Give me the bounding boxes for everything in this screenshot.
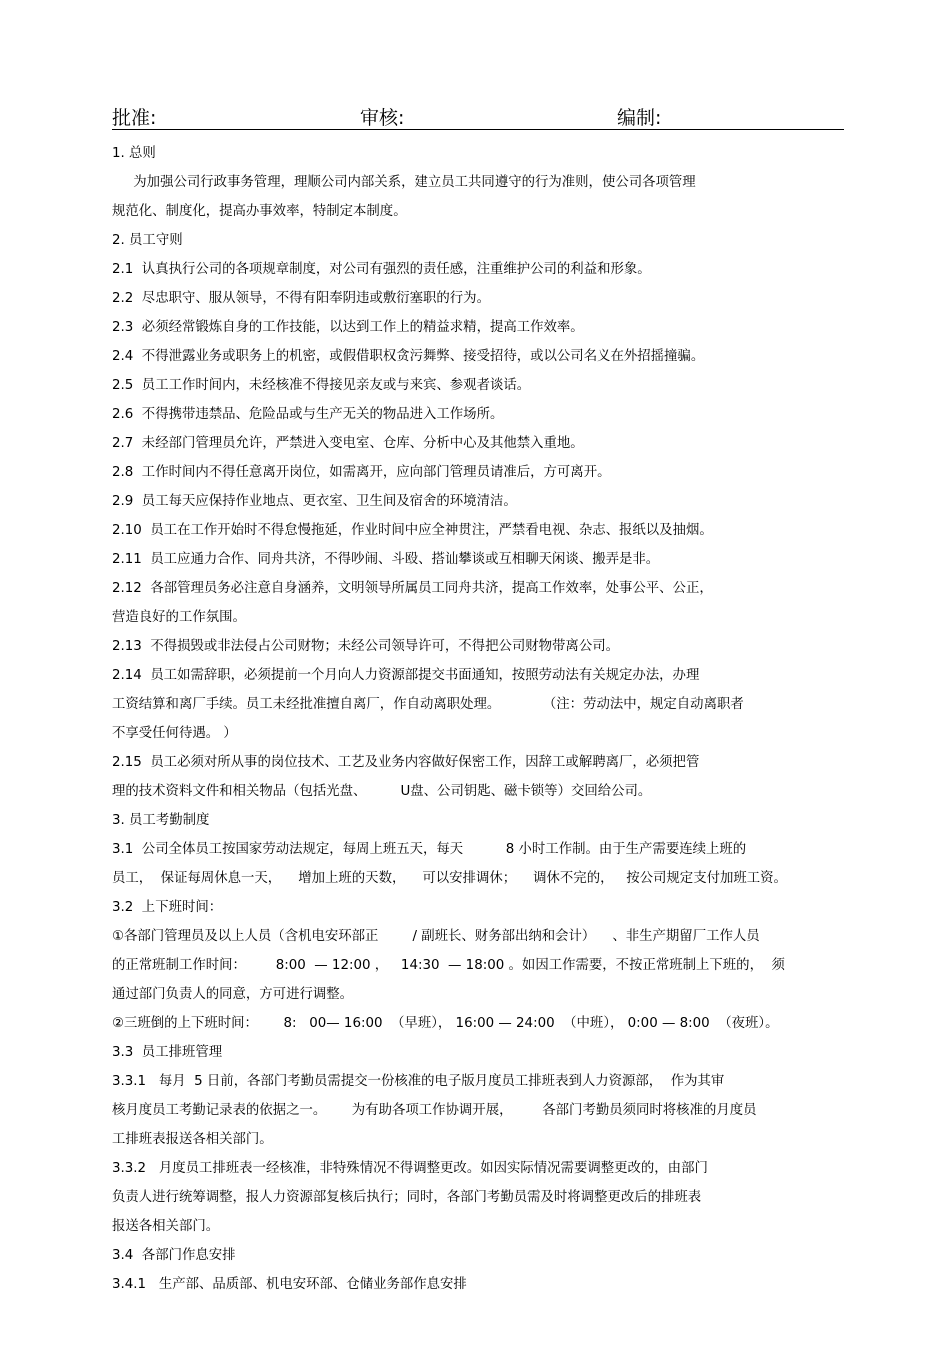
text-line: ②三班倒的上下班时间： 8: 00— 16:00 （早班）， 16:00 — 24:00 （中班）， 0:00 — 8:00 （夜班）。 [112, 1016, 779, 1031]
text-line: 3.3.1 每月 5 日前，各部门考勤员需提交一份核准的电子版月度员工排班表到人力资源部， 作为其审 [112, 1074, 725, 1089]
review-label: 审核: [360, 107, 405, 129]
text-line: 2.13 不得损毁或非法侵占公司财物；未经公司领导许可，不得把公司财物带离公司。 [112, 639, 619, 654]
document-body [112, 139, 842, 1299]
text-line: 2.2 尽忠职守、服从领导，不得有阳奉阴违或敷衍塞职的行为。 [112, 291, 490, 306]
text-line: 3.4.1 生产部、品质部、机电安环部、仓储业务部作息安排 [112, 1277, 467, 1292]
text-line: 2.6 不得携带违禁品、危险品或与生产无关的物品进入工作场所。 [112, 407, 504, 422]
text-line: 理的技术资料文件和相关物品（包括光盘、 U盘、公司钥匙、磁卡锁等）交回给公司。 [112, 784, 652, 799]
approve-label: 批准: [112, 107, 157, 129]
text-line: 通过部门负责人的同意，方可进行调整。 [112, 987, 354, 1002]
text-line: 报送各相关部门。 [112, 1219, 220, 1234]
text-line: 2.15 员工必须对所从事的岗位技术、工艺及业务内容做好保密工作，因辞工或解聘离厂，必须把管 [112, 755, 700, 770]
text-line: 2.12 各部管理员务必注意自身涵养，文明领导所属员工同舟共济，提高工作效率，处事公平、公正， [112, 581, 713, 596]
text-line: 2.8 工作时间内不得任意离开岗位，如需离开，应向部门管理员请准后，方可离开。 [112, 465, 611, 480]
signature-row [112, 107, 844, 130]
text-line: 2.1 认真执行公司的各项规章制度，对公司有强烈的责任感，注重维护公司的利益和形象。 [112, 262, 651, 277]
text-line: 工资结算和离厂手续。员工未经批准擅自离厂，作自动离职处理。 （注：劳动法中，规定自动离职者 [112, 697, 744, 712]
text-line: 为加强公司行政事务管理，理顺公司内部关系，建立员工共同遵守的行为准则，使公司各项管理 [112, 175, 696, 190]
text-line: 2.7 未经部门管理员允许，严禁进入变电室、仓库、分析中心及其他禁入重地。 [112, 436, 584, 451]
text-line: 2.11 员工应通力合作、同舟共济，不得吵闹、斗殴、搭讪攀谈或互相聊天闲谈、搬弄是非。 [112, 552, 660, 567]
text-line: 3.1 公司全体员工按国家劳动法规定，每周上班五天，每天 8 小时工作制。由于生产需要连续上班的 [112, 842, 747, 857]
text-line: 2.3 必须经常锻炼自身的工作技能，以达到工作上的精益求精，提高工作效率。 [112, 320, 584, 335]
text-line: 不享受任何待遇。 ） [112, 726, 237, 741]
text-line: 2.10 员工在工作开始时不得怠慢拖延，作业时间中应全神贯注，严禁看电视、杂志、报纸以及抽烟。 [112, 523, 713, 538]
compile-label: 编制: [617, 107, 662, 129]
text-line: 1. 总则 [112, 146, 156, 161]
text-line: 2.9 员工每天应保持作业地点、更衣室、卫生间及宿舍的环境清洁。 [112, 494, 517, 509]
text-line: ①各部门管理员及以上人员（含机电安环部正 / 副班长、财务部出纳和会计） 、非生产期留厂工作人员 [112, 929, 760, 944]
text-line: 负责人进行统筹调整，报人力资源部复核后执行；同时，各部门考勤员需及时将调整更改后的排班表 [112, 1190, 702, 1205]
text-line: 营造良好的工作氛围。 [112, 610, 246, 625]
text-line: 3.4 各部门作息安排 [112, 1248, 236, 1263]
text-line: 3.3.2 月度员工排班表一经核准，非特殊情况不得调整更改。如因实际情况需要调整更改的，由部门 [112, 1161, 708, 1176]
text-line: 2.14 员工如需辞职，必须提前一个月向人力资源部提交书面通知，按照劳动法有关规定办法，办理 [112, 668, 700, 683]
text-line: 3.2 上下班时间： [112, 900, 223, 915]
text-line: 2. 员工守则 [112, 233, 183, 248]
text-line: 员工， 保证每周休息一天， 增加上班的天数， 可以安排调休； 调休不完的， 按公司规定支付加班工资。 [112, 871, 787, 886]
text-line: 的正常班制工作时间： 8:00 — 12:00 ， 14:30 — 18:00 。如因工作需要，不按正常班制上下班的， 须 [112, 958, 785, 973]
text-line: 2.4 不得泄露业务或职务上的机密，或假借职权贪污舞弊、接受招待，或以公司名义在外招摇撞骗。 [112, 349, 705, 364]
text-line: 工排班表报送各相关部门。 [112, 1132, 273, 1147]
text-line: 规范化、制度化，提高办事效率，特制定本制度。 [112, 204, 407, 219]
text-line: 2.5 员工工作时间内，未经核准不得接见亲友或与来宾、参观者谈话。 [112, 378, 531, 393]
text-line: 3. 员工考勤制度 [112, 813, 210, 828]
text-line: 核月度员工考勤记录表的依据之一。 为有助各项工作协调开展， 各部门考勤员须同时将核准的月度员 [112, 1103, 757, 1118]
text-line: 3.3 员工排班管理 [112, 1045, 223, 1060]
